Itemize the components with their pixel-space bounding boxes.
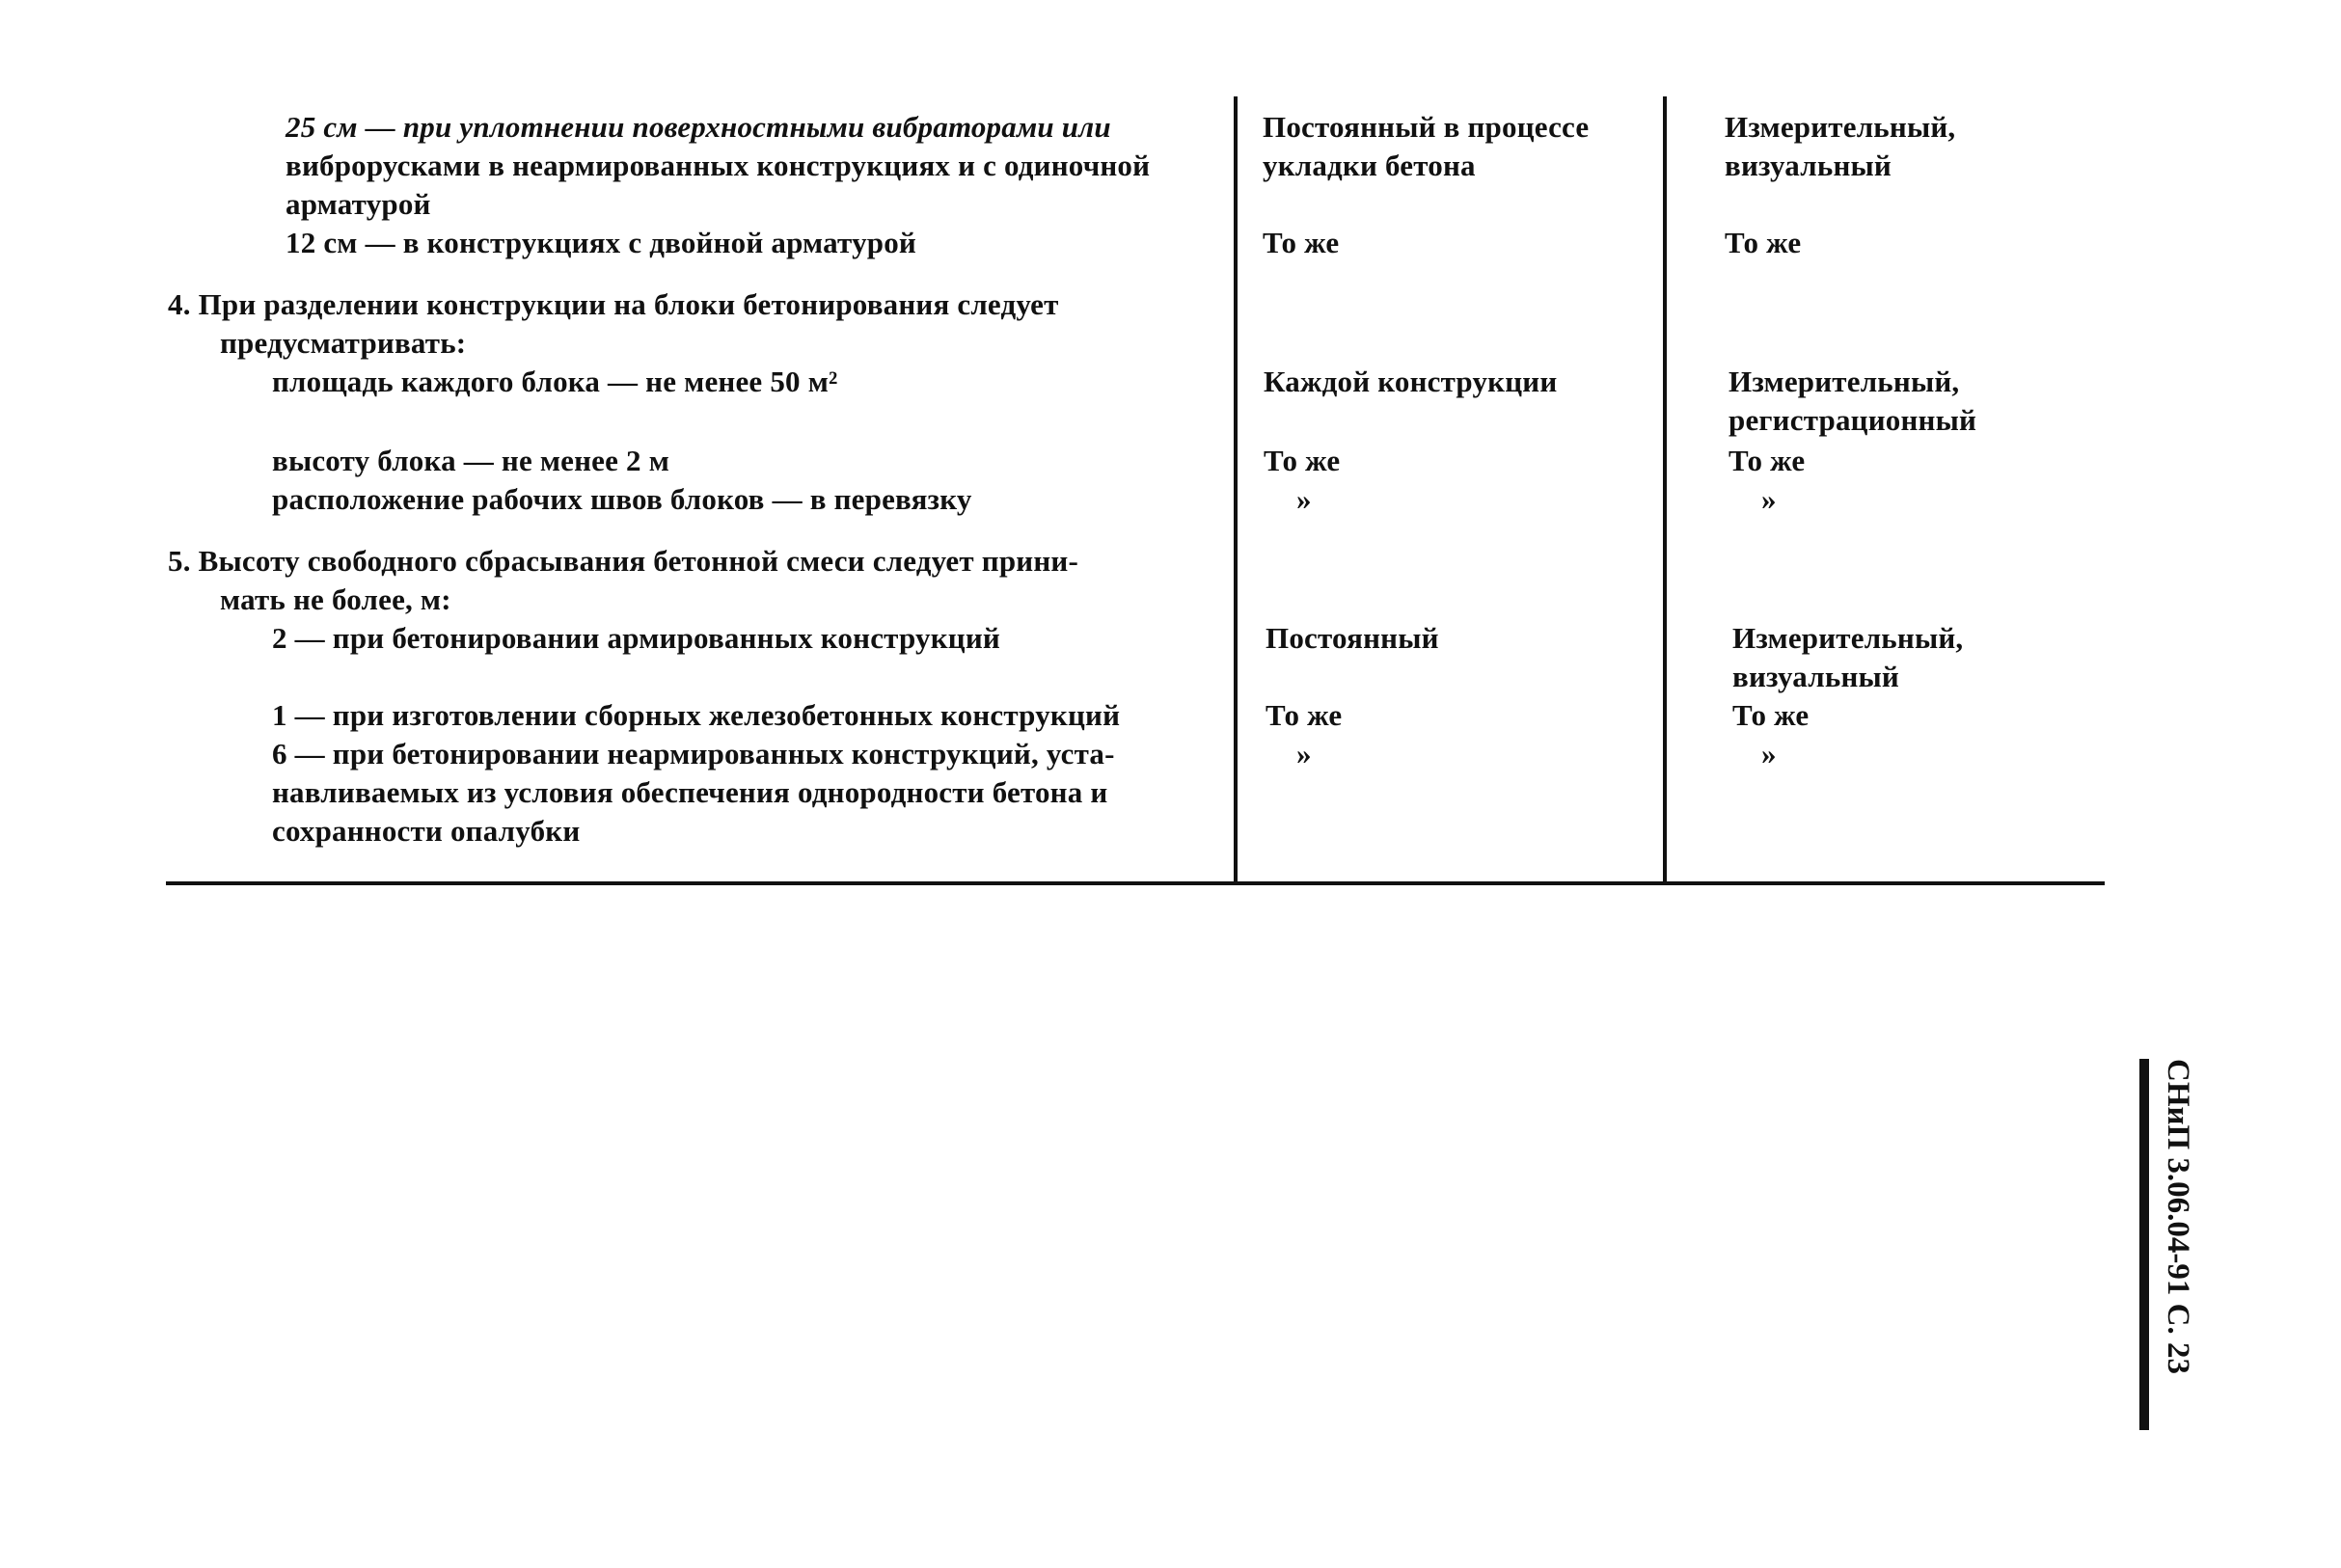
- row-1-col-1-line-1: 25 см — при уплотнении поверхностными вибраторами или: [286, 110, 1111, 144]
- row-1-col-1-line-3: арматурой: [286, 187, 431, 221]
- row-10-col-1-line-1: 6 — при бетонировании неармированных конструкций, уста-: [272, 737, 1115, 770]
- row-6-col-2: »: [1296, 482, 1312, 516]
- row-2-col-3: То же: [1725, 226, 1802, 259]
- row-5-col-3: То же: [1729, 444, 1806, 477]
- row-4-col-3-line-1: Измерительный,: [1729, 365, 1960, 398]
- row-1-col-2-line-2: укладки бетона: [1263, 149, 1476, 182]
- row-10-col-1-line-3: сохранности опалубки: [272, 814, 581, 848]
- row-3-col-1-line-1: 4. При разделении конструкции на блоки бетонирования следует: [168, 287, 1059, 321]
- row-10-col-2: »: [1296, 737, 1312, 770]
- row-1-col-2-line-1: Постоянный в процессе: [1263, 110, 1590, 144]
- row-6-col-3: »: [1761, 482, 1777, 516]
- row-4-col-1: площадь каждого блока — не менее 50 м²: [272, 365, 838, 398]
- row-10-col-1-line-2: навливаемых из условия обеспечения однородности бетона и: [272, 775, 1108, 809]
- row-5-col-1: высоту блока — не менее 2 м: [272, 444, 670, 477]
- side-label-bar: [2139, 1059, 2149, 1430]
- row-9-col-3: То же: [1732, 698, 1810, 732]
- row-5-col-2: То же: [1264, 444, 1341, 477]
- row-1-col-1-line-2: виброрусками в неармированных конструкциях и с одиночной: [286, 149, 1151, 182]
- row-3-col-1-line-2: предусматривать:: [220, 326, 467, 360]
- row-9-col-1: 1 — при изготовлении сборных железобетонных конструкций: [272, 698, 1121, 732]
- row-7-col-1-line-1: 5. Высоту свободного сбрасывания бетонной смеси следует прини-: [168, 544, 1078, 578]
- row-8-col-3-line-1: Измерительный,: [1732, 621, 1964, 655]
- row-6-col-1: расположение рабочих швов блоков — в перевязку: [272, 482, 972, 516]
- row-9-col-2: То же: [1266, 698, 1343, 732]
- row-8-col-3-line-2: визуальный: [1732, 660, 1899, 693]
- column-divider-1: [1234, 96, 1238, 885]
- row-2-col-2: То же: [1263, 226, 1340, 259]
- row-1-col-3-line-2: визуальный: [1725, 149, 1892, 182]
- row-4-col-3-line-2: регистрационный: [1729, 403, 1977, 437]
- row-4-col-2: Каждой конструкции: [1264, 365, 1558, 398]
- row-1-col-3-line-1: Измерительный,: [1725, 110, 1956, 144]
- row-2-col-1: 12 см — в конструкциях с двойной арматурой: [286, 226, 916, 259]
- row-8-col-2: Постоянный: [1266, 621, 1439, 655]
- row-10-col-3: »: [1761, 737, 1777, 770]
- column-divider-2: [1663, 96, 1667, 885]
- table-bottom-rule: [166, 881, 2105, 885]
- page-identifier: СНиП 3.06.04-91 С. 23: [2161, 1059, 2195, 1375]
- row-8-col-1: 2 — при бетонировании армированных конструкций: [272, 621, 1000, 655]
- row-7-col-1-line-2: мать не более, м:: [220, 582, 451, 616]
